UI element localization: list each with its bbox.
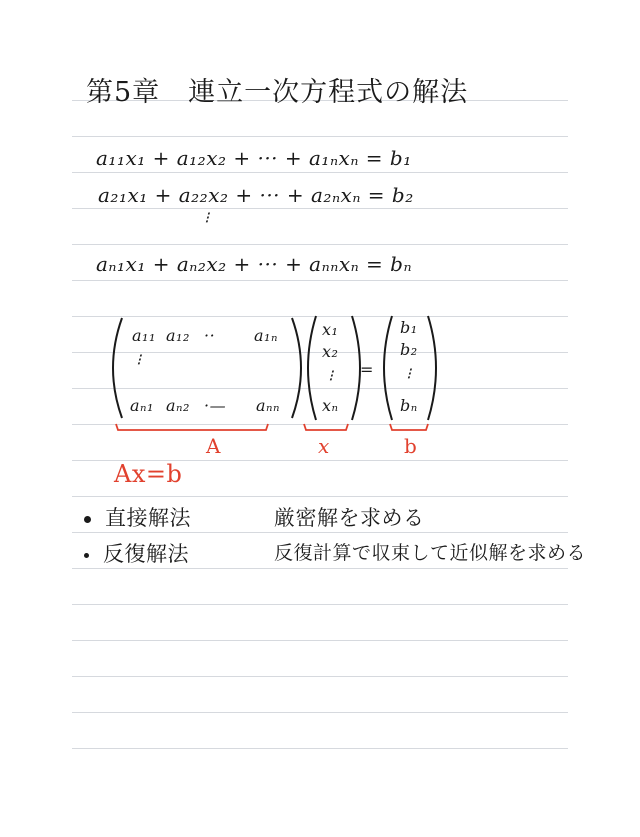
equation-vdots: ⁝ bbox=[204, 208, 210, 227]
bullet-iterative-desc: 反復計算で収束して近似解を求める bbox=[274, 542, 587, 564]
matrix-an1: aₙ₁ bbox=[130, 396, 154, 415]
bullet-iterative-method bbox=[84, 538, 189, 568]
equation-row-2: a₂₁x₁ + a₂₂x₂ + ··· + a₂ₙxₙ = b₂ bbox=[98, 183, 414, 207]
chapter-title: 第5章 連立一次方程式の解法 bbox=[86, 77, 469, 108]
matrix-an2: aₙ₂ bbox=[166, 396, 190, 415]
vector-x-2: x₂ bbox=[322, 342, 339, 361]
matrix-equals: = bbox=[360, 360, 374, 379]
vector-b-2: b₂ bbox=[400, 340, 418, 359]
vector-x-vdots: ⁝ bbox=[328, 366, 334, 385]
bullet-dot-icon bbox=[84, 553, 89, 558]
method-name: 直接解法 bbox=[105, 506, 191, 530]
matrix-row1-hdots: ·· bbox=[204, 326, 216, 345]
matrix-rown-hdots: ·— bbox=[204, 396, 227, 415]
equation-row-n: aₙ₁x₁ + aₙ₂x₂ + ··· + aₙₙxₙ = bₙ bbox=[96, 252, 413, 276]
matrix-a1n: a₁ₙ bbox=[254, 326, 278, 345]
matrix-ann: aₙₙ bbox=[256, 396, 281, 415]
vector-b-1: b₁ bbox=[400, 318, 418, 337]
matrix-col1-vdots: ⁝ bbox=[136, 350, 142, 369]
equation-row-1: a₁₁x₁ + a₁₂x₂ + ··· + a₁ₙxₙ = b₁ bbox=[96, 146, 412, 170]
method-name: 反復解法 bbox=[103, 542, 189, 566]
matrix-equation-axb: Ax=b bbox=[114, 460, 183, 488]
label-A: A bbox=[206, 434, 221, 458]
label-b: b bbox=[404, 434, 418, 458]
vector-x-1: x₁ bbox=[322, 320, 339, 339]
vector-b-vdots: ⁝ bbox=[406, 364, 412, 383]
bullet-dot-icon bbox=[84, 516, 91, 523]
bullet-direct-method bbox=[84, 502, 191, 532]
matrix-a11: a₁₁ bbox=[132, 326, 156, 345]
vector-b-n: bₙ bbox=[400, 396, 418, 415]
matrix-a12: a₁₂ bbox=[166, 326, 190, 345]
bullet-direct-desc: 厳密解を求める bbox=[274, 506, 425, 530]
vector-x-n: xₙ bbox=[322, 396, 339, 415]
label-x: x bbox=[318, 434, 330, 458]
